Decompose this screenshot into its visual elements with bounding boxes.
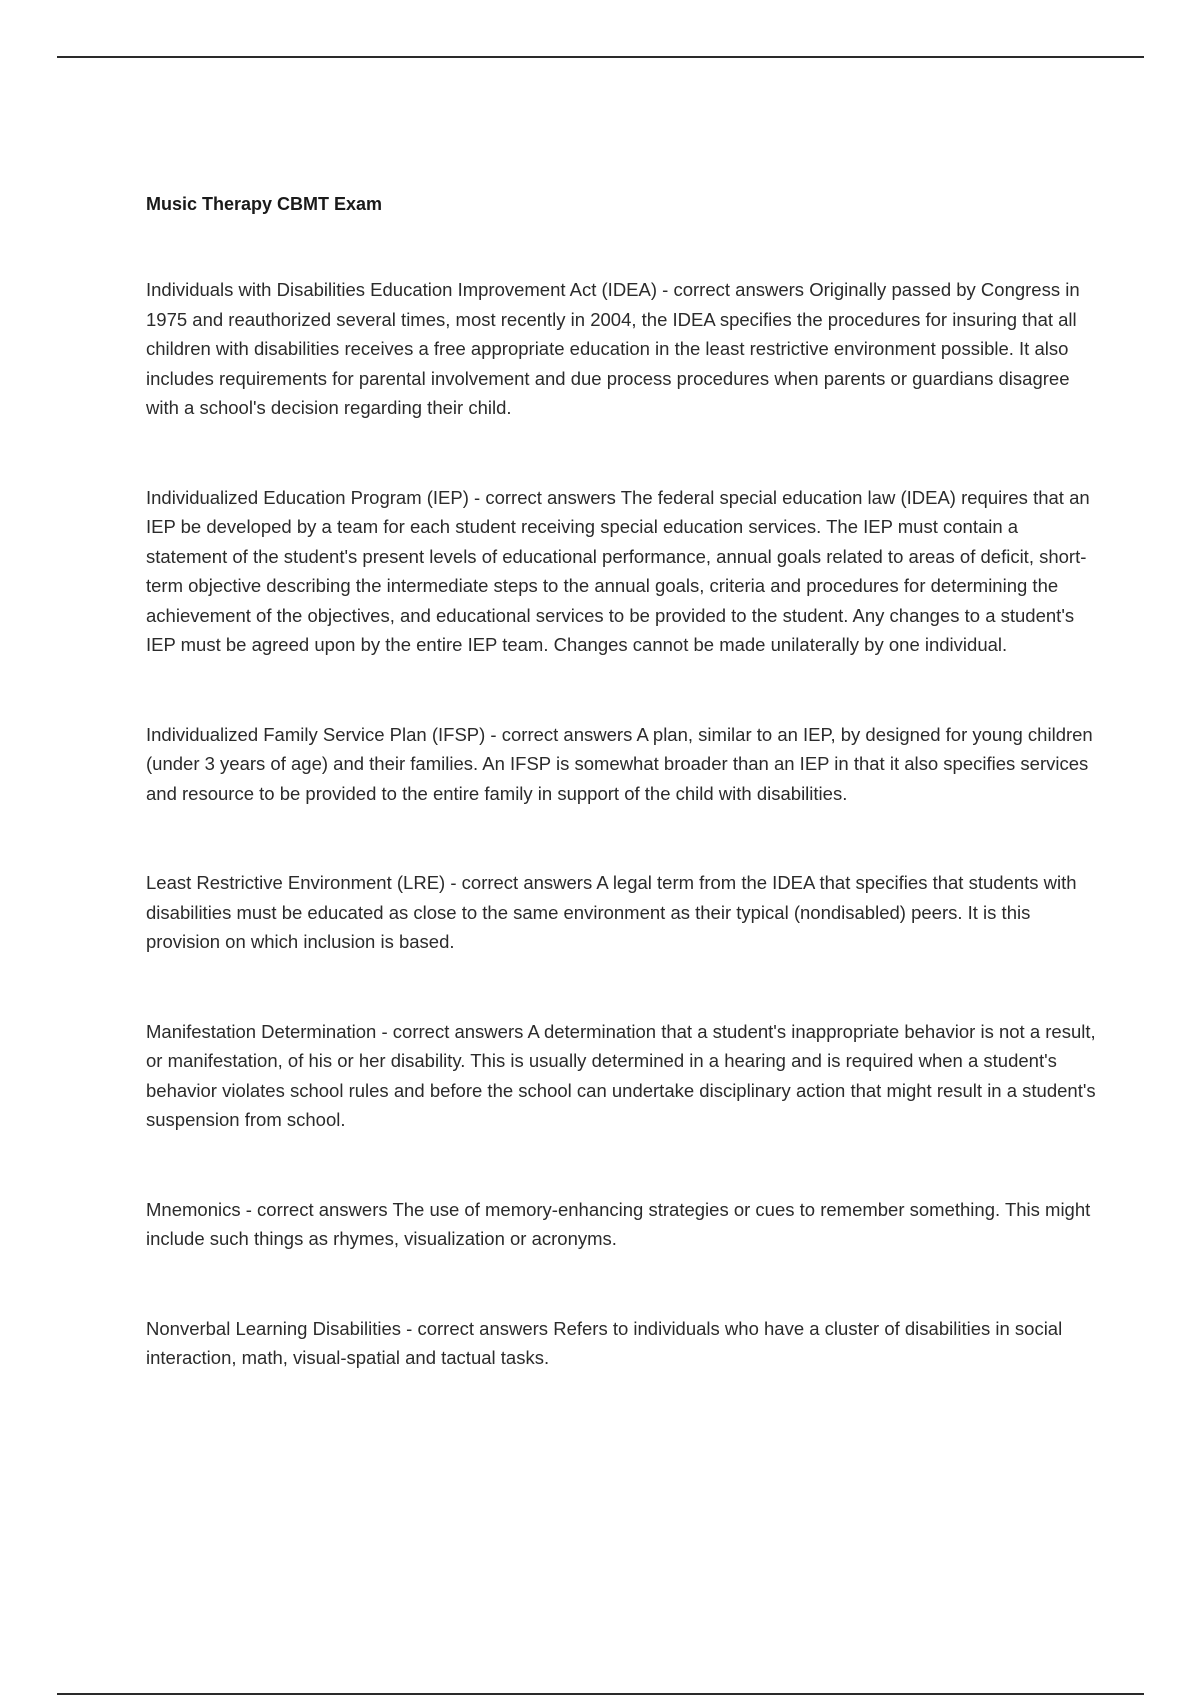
- entry-lre: Least Restrictive Environment (LRE) - correct answers A legal term from the IDEA that specifies that students with disabilities must be educated as close to the same environment as their typical (nondisabled) peers. It is this provision on which inclusion is based.: [146, 872, 1077, 952]
- entry-idea: Individuals with Disabilities Education Improvement Act (IDEA) - correct answers Originally passed by Congress in 1975 and reauthorized several times, most recently in 2004, the IDEA specifies the procedures for insuring that all children with disabilities receives a free appropriate education in the least restrictive environment possible. It also includes requirements for parental involvement and due process procedures when parents or guardians disagree with a school's decision regarding their child.: [146, 279, 1080, 418]
- answer-marker: correct answers: [417, 1317, 549, 1339]
- entry-term: Least Restrictive Environment (LRE): [146, 872, 446, 893]
- entry-nonverbal-learning-disabilities: Nonverbal Learning Disabilities - correct answers Refers to individuals who have a cluster of disabilities in social interaction, math, visual-spatial and tactual tasks.: [146, 1317, 1063, 1368]
- header-rule: [57, 56, 1144, 58]
- entry-mnemonics: Mnemonics - correct answers The use of memory-enhancing strategies or cues to remember something. This might include such things as rhymes, visualization or acronyms.: [146, 1198, 1091, 1249]
- entry-term: Nonverbal Learning Disabilities: [146, 1317, 402, 1339]
- entry-definition: Refers to individuals who have a cluster of disabilities in social interaction, math, visual-spatial and tactual tasks.: [146, 1317, 1063, 1368]
- answer-marker: correct answers: [392, 1020, 524, 1042]
- answer-marker: correct answers: [485, 486, 616, 508]
- answer-marker: correct answers: [461, 872, 593, 893]
- document-title: Music Therapy CBMT Exam: [146, 194, 383, 214]
- answer-marker: correct answers: [257, 1198, 388, 1220]
- entry-definition: A determination that a student's inappropriate behavior is not a result, or manifestation, of his or her disability. This is usually determined in a hearing and is required when a student's behavior violates school rules and before the school can undertake disciplinary action that might result in a student's suspension from school.: [146, 1020, 1096, 1130]
- answer-marker: correct answers: [501, 723, 633, 745]
- entry-term: Individuals with Disabilities Education Improvement Act (IDEA): [146, 279, 658, 300]
- entry-term: Mnemonics: [146, 1198, 241, 1220]
- entry-definition: A legal term from the IDEA that specifies that students with disabilities must be educated as close to the same environment as their typical (nondisabled) peers. It is this provision on which inclusion is based.: [146, 872, 1077, 952]
- entry-iep: Individualized Education Program (IEP) - correct answers The federal special education law (IDEA) requires that an IEP be developed by a team for each student receiving special education services. The IEP must contain a statement of the student's present levels of educational performance, annual goals related to areas of deficit, short-term objective describing the intermediate steps to the annual goals, criteria and procedures for determining the achievement of the objectives, and educational services to be provided to the student. Any changes to a student's IEP must be agreed upon by the entire IEP team. Changes cannot be made unilaterally by one individual.: [146, 486, 1090, 655]
- entry-definition: The use of memory-enhancing strategies or cues to remember something. This might include such things as rhymes, visualization or acronyms.: [146, 1198, 1091, 1249]
- entry-term: Individualized Education Program (IEP): [146, 486, 469, 508]
- entry-definition: A plan, similar to an IEP, by designed for young children (under 3 years of age) and their families. An IFSP is somewhat broader than an IEP in that it also specifies services and resource to be provided to the entire family in support of the child with disabilities.: [146, 723, 1093, 804]
- entry-definition: The federal special education law (IDEA) requires that an IEP be developed by a team for each student receiving special education services. The IEP must contain a statement of the student's present levels of educational performance, annual goals related to areas of deficit, short-term objective describing the intermediate steps to the annual goals, criteria and procedures for determining the achievement of the objectives, and educational services to be provided to the student. Any changes to a student's IEP must be agreed upon by the entire IEP team. Changes cannot be made unilaterally by one individual.: [146, 486, 1090, 655]
- answer-marker: correct answers: [673, 279, 805, 300]
- entry-term: Manifestation Determination: [146, 1020, 377, 1042]
- footer-rule: [57, 1693, 1144, 1695]
- entry-manifestation-determination: Manifestation Determination - correct answers A determination that a student's inappropriate behavior is not a result, or manifestation, of his or her disability. This is usually determined in a hearing and is required when a student's behavior violates school rules and before the school can undertake disciplinary action that might result in a student's suspension from school.: [146, 1020, 1096, 1130]
- entry-ifsp: Individualized Family Service Plan (IFSP) - correct answers A plan, similar to an IEP, by designed for young children (under 3 years of age) and their families. An IFSP is somewhat broader than an IEP in that it also specifies services and resource to be provided to the entire family in support of the child with disabilities.: [146, 723, 1093, 804]
- document-body: [146, 190, 1096, 1433]
- entry-term: Individualized Family Service Plan (IFSP): [146, 723, 486, 745]
- entry-definition: Originally passed by Congress in 1975 and reauthorized several times, most recently in 2004, the IDEA specifies the procedures for insuring that all children with disabilities receives a free appropriate education in the least restrictive environment possible. It also includes requirements for parental involvement and due process procedures when parents or guardians disagree with a school's decision regarding their child.: [146, 279, 1080, 418]
